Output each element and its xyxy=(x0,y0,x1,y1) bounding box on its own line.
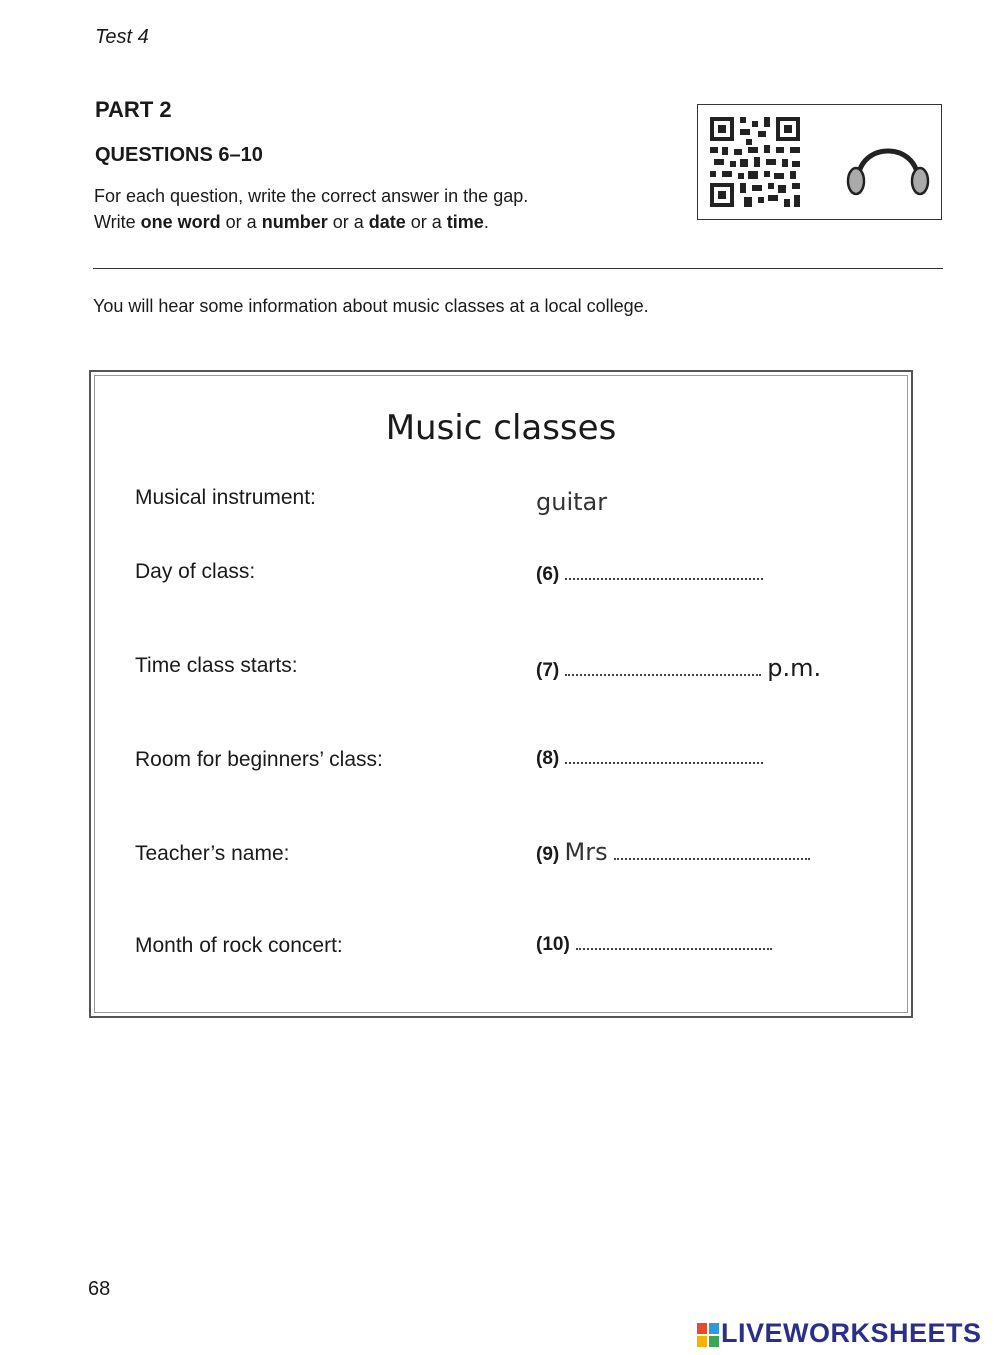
row-label-day: Day of class: xyxy=(135,560,256,583)
question-number: (7) xyxy=(536,660,560,681)
liveworksheets-brand[interactable] xyxy=(697,1318,982,1349)
instruction-line-2: Write one word or a number or a date or a time. xyxy=(94,212,489,232)
headphones-icon xyxy=(844,129,932,201)
page-number: 68 xyxy=(88,1278,111,1300)
test-label: Test 4 xyxy=(95,26,149,48)
liveworksheets-logo-icon xyxy=(697,1323,719,1347)
part-title: PART 2 xyxy=(95,97,172,122)
brand-text: LIVEWORKSHEETS xyxy=(721,1318,982,1348)
row-label-month: Month of rock concert: xyxy=(135,934,343,957)
question-number: (8) xyxy=(536,748,560,769)
divider xyxy=(93,268,943,269)
form-title: Music classes xyxy=(385,408,617,448)
answer-value-guitar: guitar xyxy=(536,488,608,516)
answer-instrument xyxy=(536,488,607,516)
questions-title: QUESTIONS 6–10 xyxy=(95,144,263,166)
question-number: (6) xyxy=(536,564,560,585)
answer-prefix-mrs: Mrs xyxy=(564,838,608,866)
answer-gap-10[interactable] xyxy=(576,932,772,950)
row-label-teacher: Teacher’s name: xyxy=(135,842,290,865)
answer-gap-7[interactable] xyxy=(565,658,761,676)
answer-gap-8[interactable] xyxy=(565,746,763,764)
answer-row-7 xyxy=(536,654,821,682)
answer-row-8 xyxy=(536,746,763,770)
answer-row-9 xyxy=(536,838,810,866)
row-label-instrument: Musical instrument: xyxy=(135,486,316,509)
question-number: (9) xyxy=(536,844,560,865)
answer-gap-6[interactable] xyxy=(565,562,763,580)
audio-box xyxy=(697,104,942,220)
instruction-line-1: For each question, write the correct answer in the gap. xyxy=(94,186,529,206)
answer-row-6 xyxy=(536,562,763,586)
row-label-room: Room for beginners’ class: xyxy=(135,748,383,771)
answer-suffix-pm: p.m. xyxy=(767,654,822,682)
qr-code-icon xyxy=(710,117,800,207)
answer-gap-9[interactable] xyxy=(614,842,810,860)
answer-row-10 xyxy=(536,932,772,956)
row-label-time: Time class starts: xyxy=(135,654,298,677)
intro-text: You will hear some information about music classes at a local college. xyxy=(93,296,649,316)
question-number: (10) xyxy=(536,934,570,955)
music-classes-form xyxy=(89,370,913,1018)
